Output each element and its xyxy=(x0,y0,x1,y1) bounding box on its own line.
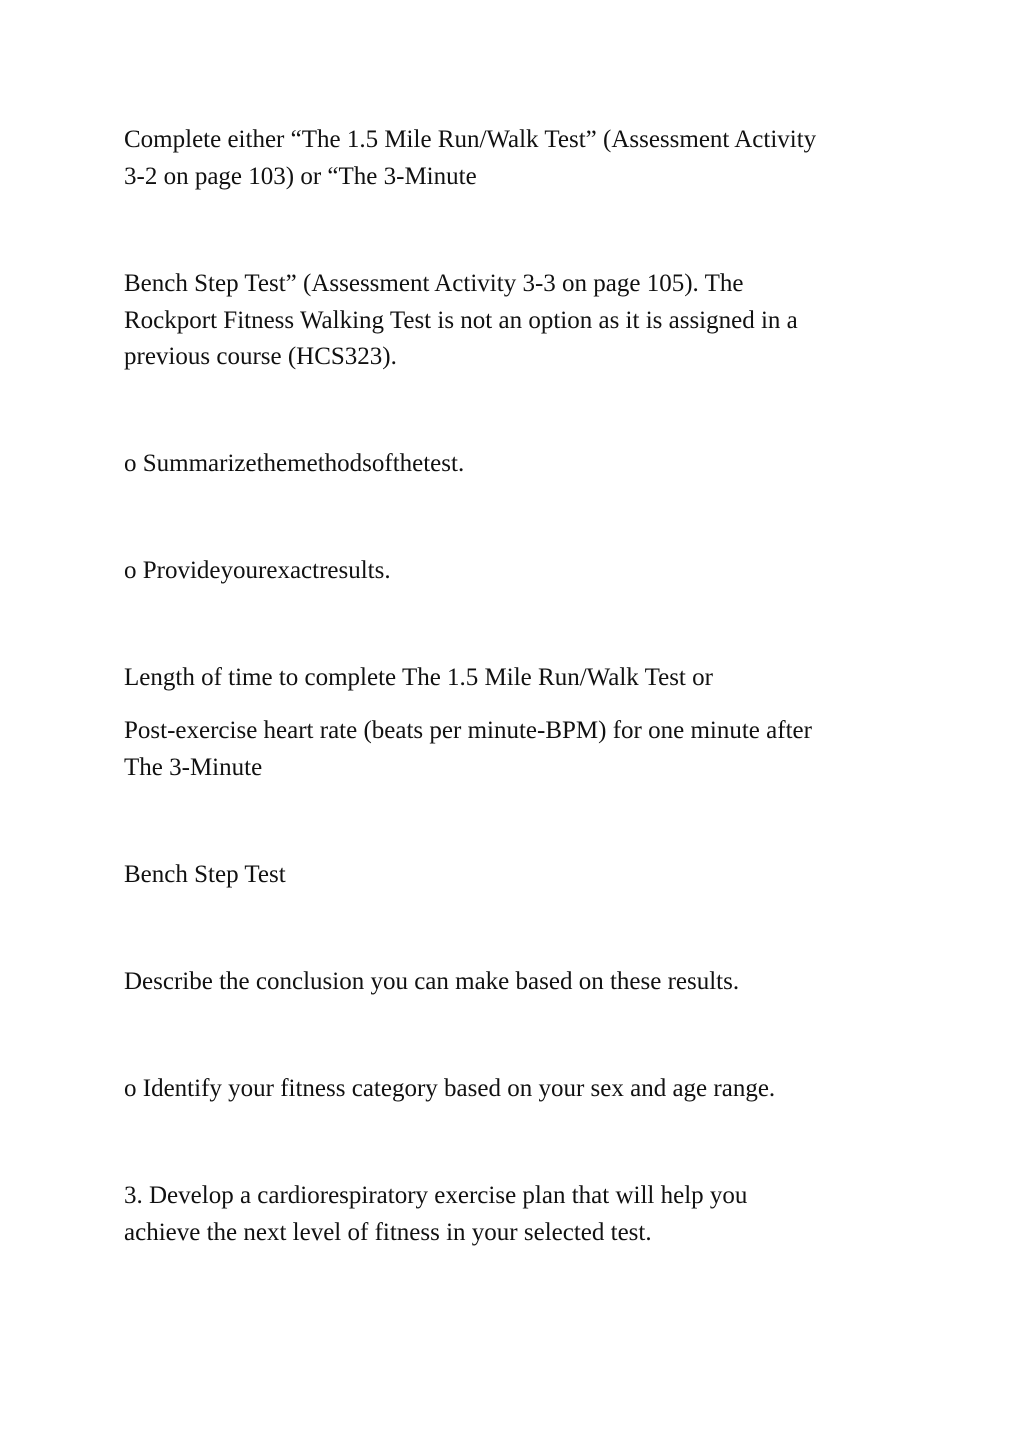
text-line: achieve the next level of fitness in your selected test. xyxy=(124,1218,652,1246)
bullet-identify-fitness-category xyxy=(124,1071,904,1108)
paragraph-length-of-time xyxy=(124,660,904,697)
paragraph-bench-step-test xyxy=(124,266,904,376)
text-line: Bench Step Test xyxy=(124,861,286,888)
text-line: Bench Step Test” (Assessment Activity 3-3 on page 105). The xyxy=(124,270,744,297)
text-line: 3. Develop a cardiorespiratory exercise plan that will help you xyxy=(124,1182,748,1209)
text-line: Complete either “The 1.5 Mile Run/Walk Test” (Assessment Activity xyxy=(124,126,817,153)
text-line: o Identify your fitness category based on your sex and age range. xyxy=(124,1075,776,1102)
text-line: The 3-Minute xyxy=(124,753,263,781)
text-line: Length of time to complete The 1.5 Mile Run/Walk Test or xyxy=(124,664,713,691)
paragraph-bench-step-label xyxy=(124,857,904,894)
text-line: 3-2 on page 103) or “The 3-Minute xyxy=(124,162,477,190)
paragraph-assessment-choice xyxy=(124,122,904,195)
paragraph-describe-conclusion xyxy=(124,964,904,1001)
text-line: Rockport Fitness Walking Test is not an option as it is assigned in a xyxy=(124,306,798,334)
bullet-summarize-methods xyxy=(124,446,904,483)
bullet-provide-results xyxy=(124,553,904,590)
paragraph-develop-plan xyxy=(124,1178,904,1251)
text-line: Describe the conclusion you can make based on these results. xyxy=(124,968,740,995)
text-line: o Provideyourexactresults. xyxy=(124,557,391,584)
text-line: Post-exercise heart rate (beats per minute-BPM) for one minute after xyxy=(124,717,812,744)
paragraph-post-exercise-heart-rate xyxy=(124,713,904,786)
text-line: previous course (HCS323). xyxy=(124,343,397,370)
text-line: o Summarizethemethodsofthetest. xyxy=(124,450,465,477)
